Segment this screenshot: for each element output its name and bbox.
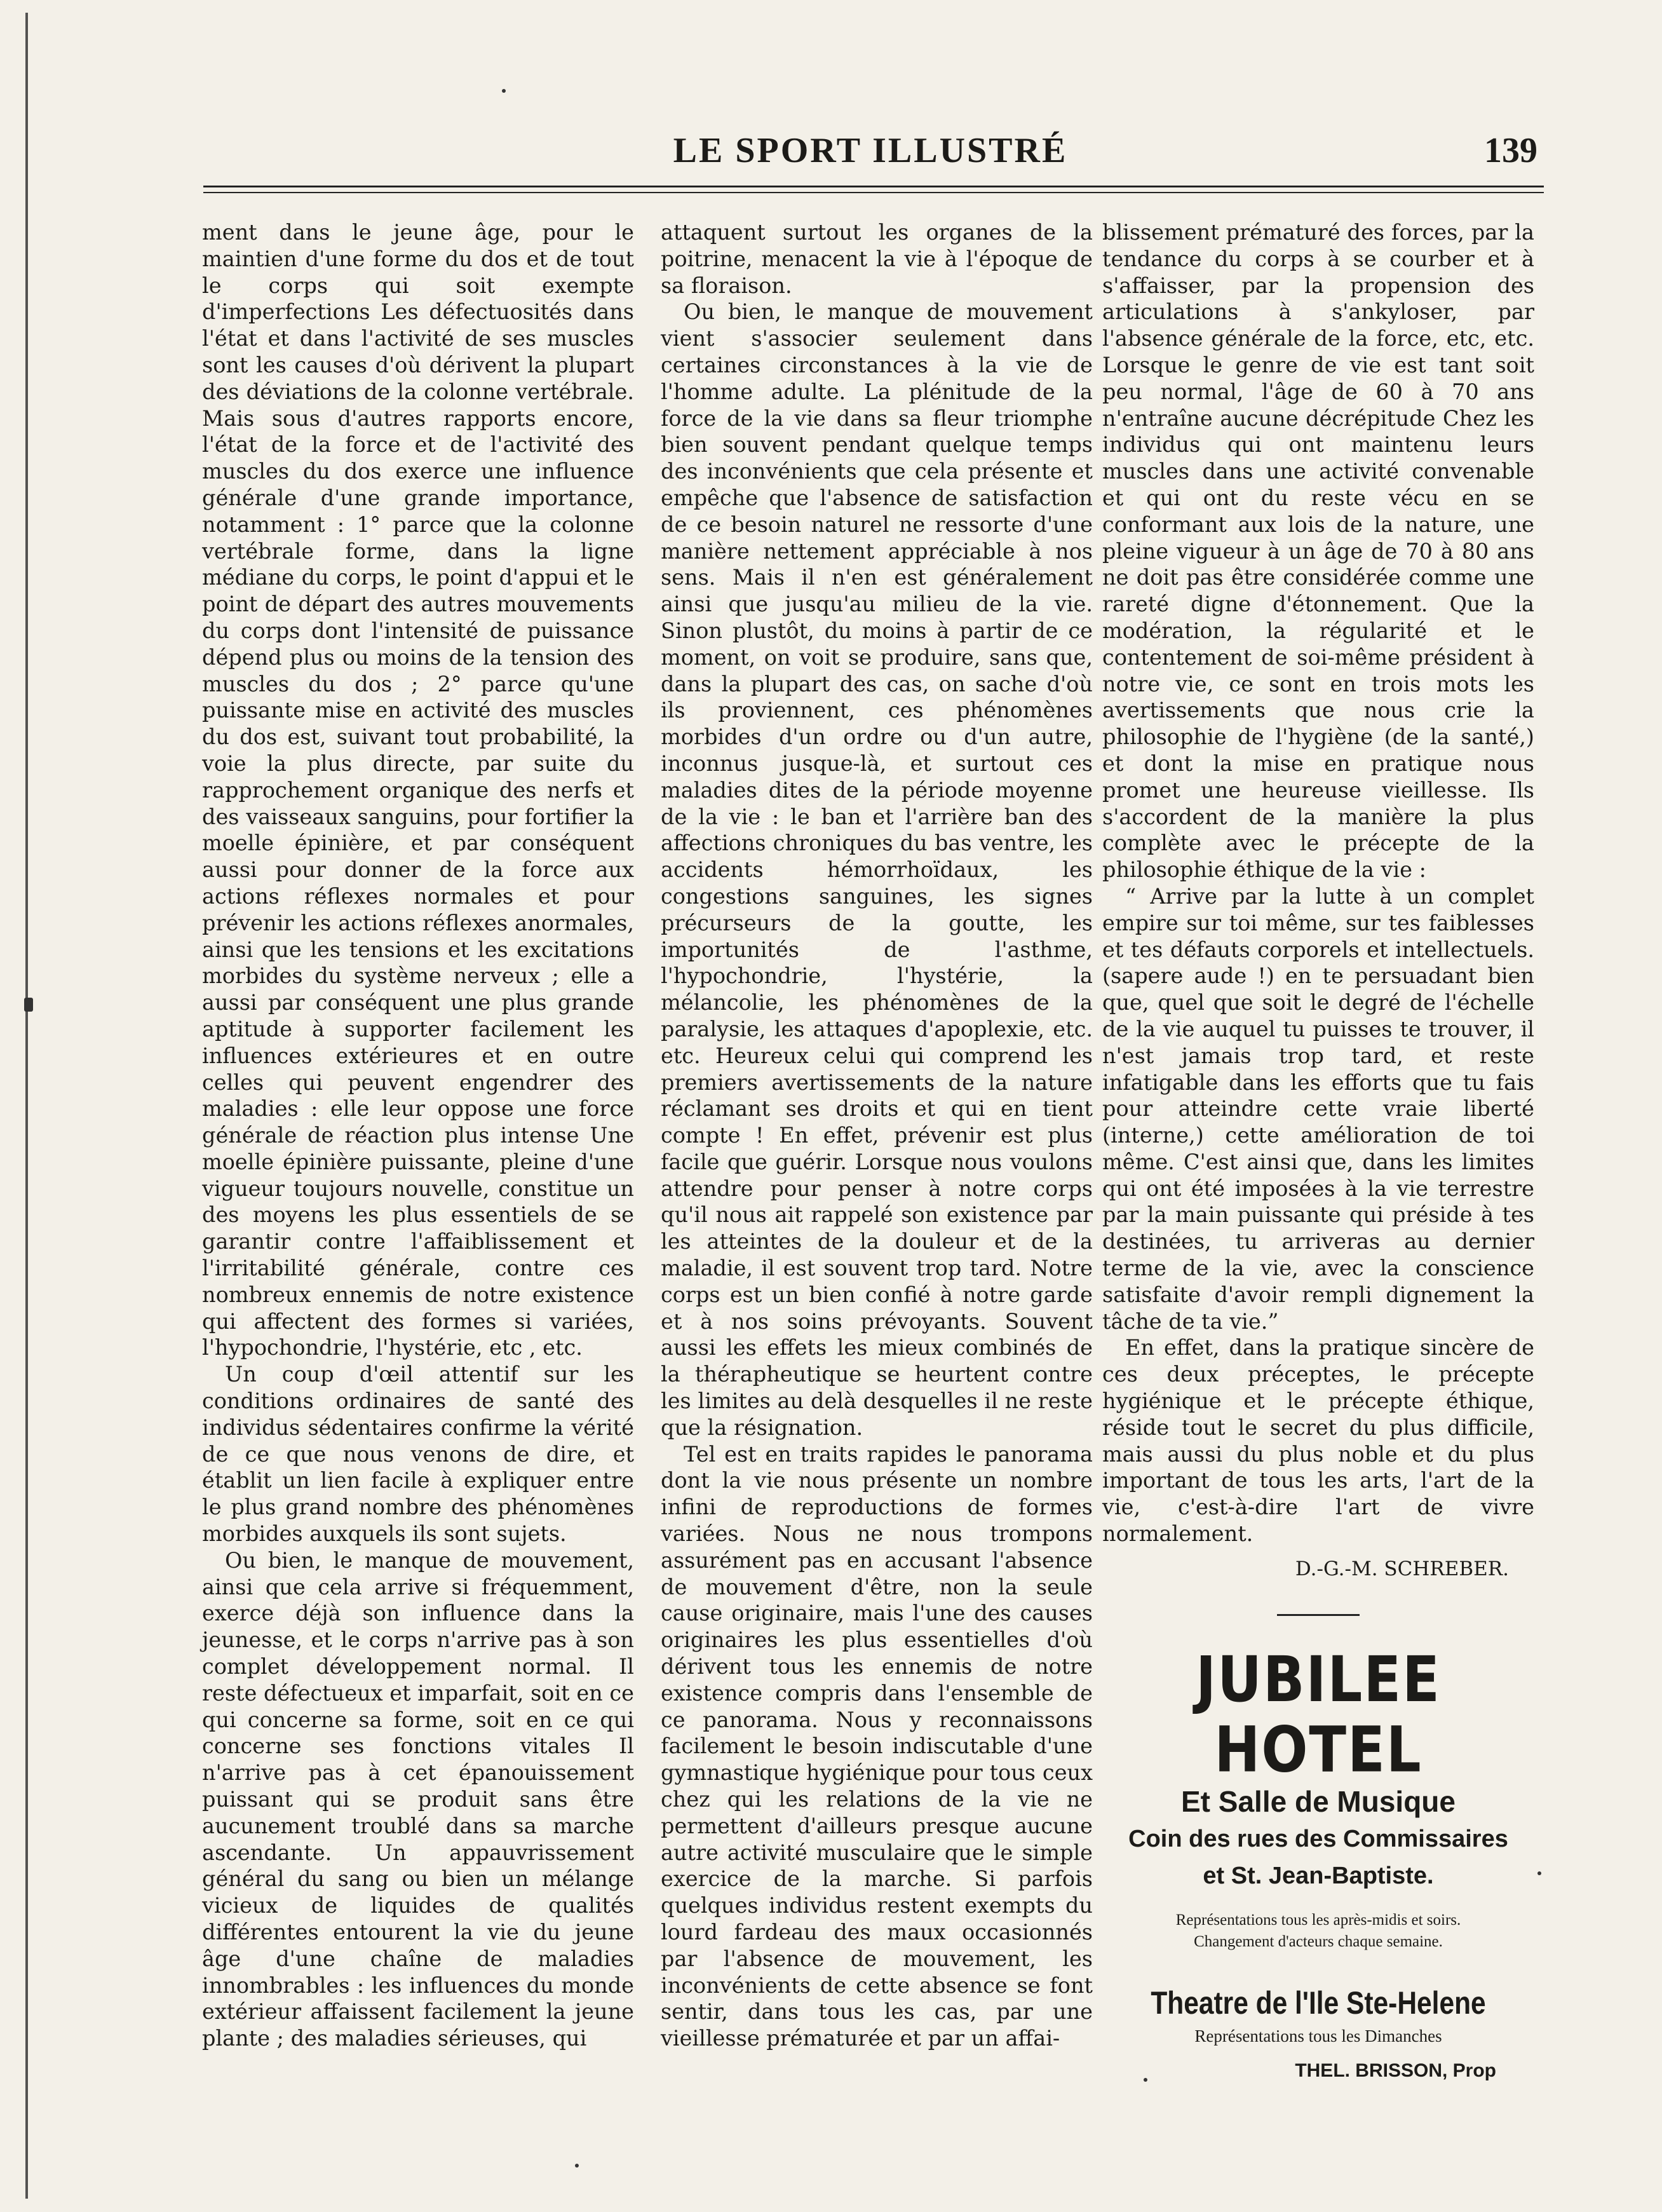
hotel-advertisement bbox=[1102, 1614, 1534, 2081]
ad-location-line-2: et St. Jean-Baptiste. bbox=[1203, 1863, 1434, 1889]
author-signature bbox=[1102, 1556, 1534, 1583]
article-column-3 bbox=[1102, 219, 1534, 1580]
col1-paragraph-3: Ou bien, le manque de mouvement, ainsi que cela arrive si fréquemment, exerce déjà son influence dans la jeunesse, et le corps n'arrive pas à son complet développement normal. Il reste défectueux et imparfait, soit en ce qui concerne sa forme, soit en ce qui concerne ses fonctions vitales Il n'arrive pas à cet épanouissement puissant qui se produit sans être aucunement troublé dans sa marche ascendante. Un appauvrissement général du sang ou bien un mélange vicieux de liquides de qualités différentes entourent la vie du jeune âge d'une chaîne de maladies innombrables : les influences du monde extérieur affaissent facilement la jeune plante ; des maladies sérieuses, qui bbox=[202, 1547, 634, 2051]
ad-representations-line-1: Représentations tous les après-midis et soirs. bbox=[1175, 1911, 1461, 1929]
page-header bbox=[203, 124, 1537, 175]
col1-paragraph-2: Un coup d'œil attentif sur les conditions ordinaires de santé des individus sédentaires confirme la vérité de ce que nous venons de dire, et établit un lien facile à expliquer entre le plus grand nombre des phénomènes morbides auxquels ils sont sujets. bbox=[202, 1362, 634, 1547]
ad-hotel-name: JUBILEE HOTEL bbox=[1196, 1643, 1441, 1787]
ad-sunday-line: Représentations tous les Dimanches bbox=[1194, 2026, 1442, 2046]
ad-location-line-1: Coin des rues des Commissaires bbox=[1128, 1826, 1508, 1852]
signature-text: D.-G.-M. SCHREBER. bbox=[1295, 1557, 1509, 1580]
col2-paragraph-1: attaquent surtout les organes de la poitrine, menacent la vie à l'époque de sa floraison. bbox=[661, 220, 1093, 298]
col2-paragraph-2: Ou bien, le manque de mouvement vient s'associer seulement dans certaines circonstances à la vie de l'homme adulte. La plénitude de la force de la vie dans sa fleur triomphe bien souvent pendant quelque temps des inconvénients que cela présente et empêche que l'absence de satisfaction de ce besoin naturel ne ressorte d'une manière nettement appréciable à nos sens. Mais il n'en est généralement ainsi que jusqu'au milieu de la vie. Sinon plustôt, du moins à partir de ce moment, on voit se produire, sans que, dans la plupart des cas, on sache d'où ils proviennent, ces phénomènes morbides d'un ordre ou d'un autre, inconnus jusque-là, et surtout ces maladies dites de la période moyenne de la vie : le ban et l'arrière ban des affections chroniques du bas ventre, les accidents hémorrhoïdaux, les congestions sanguines, les signes précurseurs de la goutte, les importunités de l'asthme, l'hypochondrie, l'hystérie, la mélancolie, les phénomènes de la paralysie, les attaques d'apoplexie, etc. etc. Heureux celui qui comprend les premiers avertissements de la nature réclamant ses droits et qui en tient compte ! En effet, prévenir est plus facile que guérir. Lorsque nous voulons attendre pour penser à notre corps qu'il nous ait rappelé son existence par les atteintes de la douleur et de la maladie, il est souvent trop tard. Notre corps est un bien confié à notre garde et à nos soins prévoyants. Souvent aussi les effets les mieux combinés de la thérapheutique se heurtent contre les limites au delà desquelles il ne reste que la résignation. bbox=[661, 299, 1093, 1440]
ink-speck bbox=[575, 2164, 579, 2168]
col3-paragraph-3: En effet, dans la pratique sincère de ces deux préceptes, le précepte hygiénique et le précepte éthique, réside tout le secret du plus difficile, mais aussi du plus noble et du plus important de tous les arts, l'art de la vie, c'est-à-dire l'art de vivre normalement. bbox=[1102, 1335, 1534, 1547]
ink-speck bbox=[1537, 1871, 1541, 1875]
scan-edge-line bbox=[25, 13, 28, 2199]
ad-representations-line-2: Changement d'acteurs chaque semaine. bbox=[1194, 1933, 1443, 1950]
ink-speck bbox=[1144, 2078, 1147, 2082]
publication-title: LE SPORT ILLUSTRÉ bbox=[673, 131, 1068, 170]
page-number: 139 bbox=[1484, 131, 1537, 170]
ad-separator-rule bbox=[1277, 1614, 1360, 1616]
ad-proprietor: THEL. BRISSON, Prop bbox=[1295, 2060, 1496, 2081]
col1-paragraph-1: ment dans le jeune âge, pour le maintien d'une forme du dos et de tout le corps qui soit exempte d'imperfections Les défectuosités dans l'état et dans l'activité de ses muscles sont les causes d'où dérivent la plupart des déviations de la colonne vertébrale. Mais sous d'autres rapports encore, l'état de la force et de l'activité des muscles du dos exerce une influence générale d'une grande importance, notamment : 1° parce que la colonne vertébrale forme, dans la ligne médiane du corps, le point d'appui et le point de départ des autres mouvements du corps dont l'intensité de puissance dépend plus ou moins de la tension des muscles du dos ; 2° parce qu'une puissante mise en activité des muscles du dos est, suivant tout probabilité, la voie la plus directe, par suite du rapprochement organique des nerfs et des vaisseaux sanguins, pour fortifier la moelle épinière, et par conséquent aussi pour donner de la force aux actions réflexes normales et pour prévenir les actions réflexes anormales, ainsi que les tensions et les excitations morbides du système nerveux ; elle a aussi par conséquent une plus grande aptitude à supporter facilement les influences extérieures et en outre celles qui peuvent engendrer des maladies : elle leur oppose une force générale de réaction plus intense Une moelle épinière puissante, pleine d'une vigueur toujours nouvelle, constitue un des moyens les plus essentiels de se garantir contre l'affaiblissement et l'irritabilité générale, contre ces nombreux ennemis de notre existence qui affectent des formes si variées, l'hypochondrie, l'hystérie, etc , etc. bbox=[202, 220, 634, 1360]
col3-paragraph-1: blissement prématuré des forces, par la tendance du corps à se courber et à s'affaisser, par la propension des articulations à s'ankyloser, par l'absence générale de la force, etc, etc. Lorsque le genre de vie est tant soit peu normal, l'âge de 60 à 70 ans n'entraîne aucune décrépitude Chez les individus qui ont maintenu leurs muscles dans une activité convenable et qui ont du reste vécu en se conformant aux lois de la nature, une pleine vigueur à un âge de 70 à 80 ans ne doit pas être considérée comme une rareté digne d'étonnement. Que la modération, la régularité et le contentement de soi-même président à notre vie, ce sont en trois mots les avertissements que nous crie la philosophie de l'hygiène (de la santé,) et dont la mise en pratique nous promet une heureuse vieillesse. Ils s'accordent de la manière la plus complète avec le précepte de la philosophie éthique de la vie : bbox=[1102, 220, 1534, 883]
col2-paragraph-3: Tel est en traits rapides le panorama dont la vie nous présente un nombre infini de reproductions de formes variées. Nous ne nous trompons assurément pas en accusant l'absence de mouvement d'être, non la seule cause originaire, mais l'une des causes originaires les plus essentielles d'où dérivent tous les ennemis de notre existence compris dans l'ensemble de ce panorama. Nous y reconnaissons facilement le besoin indiscutable d'une gymnastique hygiénique pour tous ceux chez qui les relations de la vie ne permettent d'ailleurs presque aucune autre activité musculaire que le simple exercice de la marche. Si parfois quelques individus restent exempts du lourd fardeau des maux occasionnés par l'absence de mouvement, les inconvénients de cette absence se font sentir, dans tous les cas, par une vieillesse prématurée et par un affai- bbox=[661, 1441, 1093, 2051]
header-rule-bottom bbox=[203, 192, 1544, 193]
article-column-1 bbox=[202, 219, 634, 2051]
col3-quote: “ Arrive par la lutte à un complet empire sur toi même, sur tes faiblesses et tes défauts corporels et intellectuels. (sapere aude !) en te persuadant bien que, quel que soit le degré de l'échelle de la vie auquel tu puisses te trouver, il n'est jamais trop tard, et reste infatigable dans les efforts que tu fais pour atteindre cette vraie liberté (interne,) cette amélioration de toi même. C'est ainsi que, dans les limites qui ont été imposées à la vie terrestre par la main puissante qui préside à tes destinées, tu arriveras au dernier terme de la vie, avec la conscience satisfaite d'avoir rempli dignement la tâche de ta vie.” bbox=[1102, 883, 1534, 1334]
article-column-2 bbox=[661, 219, 1093, 2051]
ad-theatre-name: Theatre de l'Ile Ste-Helene bbox=[1151, 1985, 1486, 2021]
ink-speck bbox=[502, 89, 506, 93]
ad-subtitle: Et Salle de Musique bbox=[1181, 1785, 1456, 1818]
ink-blot bbox=[24, 998, 33, 1012]
header-rule-top bbox=[203, 186, 1544, 187]
